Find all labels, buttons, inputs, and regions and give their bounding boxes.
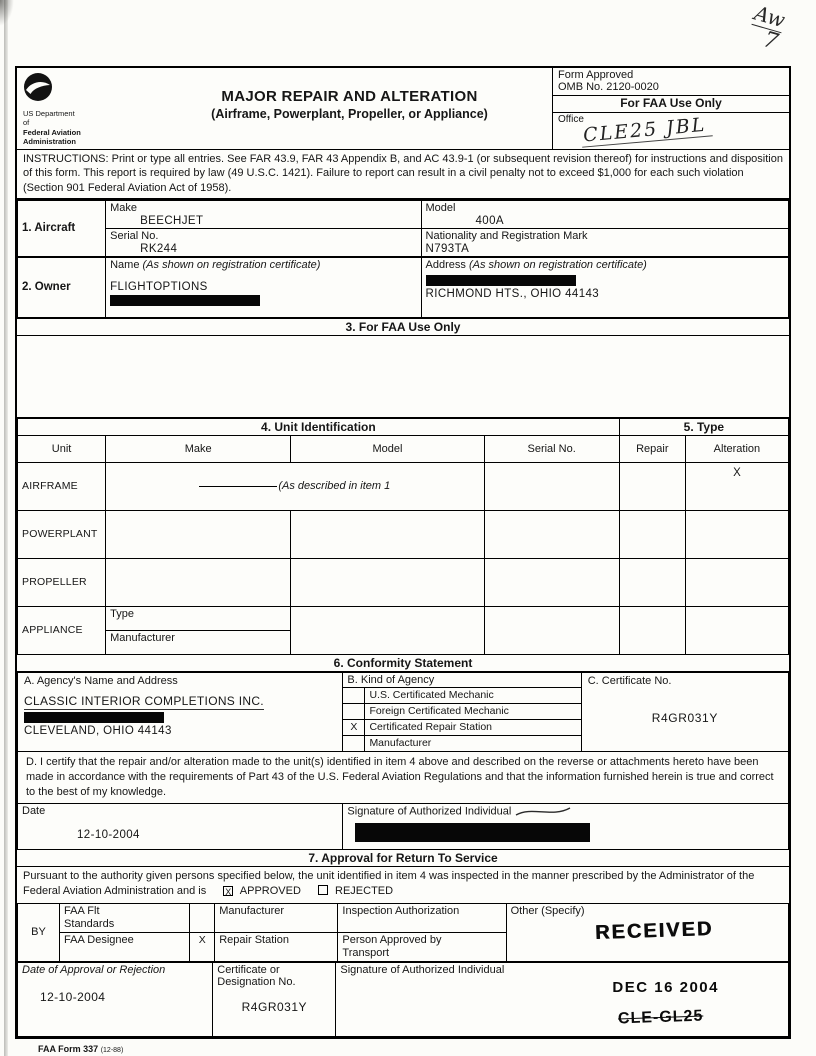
airframe-row [18, 462, 789, 510]
agency-city-value: CLEVELAND, OHIO 44143 [24, 724, 172, 737]
unit-column-headers [18, 435, 789, 462]
owner-name-label: Name (As shown on registration certificate) [110, 258, 321, 271]
faa-use-only-area [17, 336, 789, 418]
designation-label: Certificate or Designation No. [217, 964, 296, 989]
form-title-block [147, 68, 552, 149]
conformity-table [17, 672, 789, 850]
dept-line-2: of [23, 118, 30, 128]
faa-use-only-label: For FAA Use Only [553, 96, 789, 113]
aircraft-registration-cell [421, 228, 788, 256]
kind-label: Manufacturer [365, 735, 581, 751]
kind-checkbox [343, 687, 365, 703]
corner-note-text: Aw [752, 0, 789, 33]
registration-value: N793TA [425, 242, 470, 255]
owner-table [17, 257, 789, 318]
manufacturer-cell: Manufacturer [215, 903, 338, 932]
agency-name-value: CLASSIC INTERIOR COMPLETIONS INC. [24, 693, 264, 708]
approval-bottom-table [17, 962, 789, 1037]
col-make: Make [106, 435, 291, 462]
make-label: Make [110, 201, 138, 214]
aircraft-serial-cell [106, 228, 421, 256]
footer-form-number: FAA Form 337 [38, 1044, 99, 1054]
date-received-stamp: DEC 16 2004 [612, 979, 719, 997]
section-6-title: 6. Conformity Statement [17, 655, 789, 672]
approval-signature-cell [336, 963, 789, 1037]
dot-logo-icon [23, 72, 53, 102]
appliance-label: APPLIANCE [18, 606, 106, 654]
aircraft-section-label: 1. Aircraft [18, 200, 106, 256]
approval-signature-label: Signature of Authorized Individual [340, 964, 505, 977]
omb-number: OMB No. 2120-0020 [558, 81, 659, 93]
owner-address-value: RICHMOND HTS., OHIO 44143 [425, 287, 600, 300]
handwritten-corner-note [746, 0, 789, 56]
agency-label: A. Agency's Name and Address [24, 674, 178, 687]
unit-identification-table [17, 418, 789, 655]
col-alteration: Alteration [685, 435, 788, 462]
certificate-value: R4GR031Y [651, 710, 718, 725]
approval-date-cell [18, 963, 213, 1037]
approved-label: APPROVED [239, 884, 301, 897]
owner-name-cell [106, 257, 421, 317]
aircraft-model-cell [421, 200, 788, 228]
pursuant-text: Pursuant to the authority given persons specified below, the unit identified in item 4 was inspected in the manner prescribed by the Administrator of the Federal Aviation Administration and is [23, 869, 755, 897]
faa-flt-checkbox [190, 903, 215, 932]
propeller-row [18, 558, 789, 606]
model-label: Model [425, 201, 456, 214]
conformity-date-cell [18, 803, 343, 849]
person-approved-cell: Person Approved by Transport [338, 932, 506, 961]
certificate-label: C. Certificate No. [587, 674, 672, 687]
omb-box [553, 68, 789, 96]
kind-label: Certificated Repair Station [365, 719, 581, 735]
signature-redaction-bar [355, 823, 590, 842]
by-label: BY [18, 903, 60, 962]
kind-label: Foreign Certificated Mechanic [365, 703, 581, 719]
make-value: BEECHJET [140, 214, 204, 227]
certificate-no-cell [581, 672, 788, 751]
airframe-label: AIRFRAME [18, 462, 106, 510]
kind-checkbox-checked: X [343, 719, 365, 735]
footer-revision: (12-88) [100, 1047, 124, 1054]
dept-line-1: US Department [23, 109, 75, 118]
approval-date-label: Date of Approval or Rejection [22, 964, 166, 977]
received-stamp: RECEIVED [594, 917, 714, 944]
rejected-checkbox [318, 885, 328, 895]
office-handwriting: CLE25 JBL [580, 113, 713, 147]
faa-designee-cell: FAA Designee [60, 932, 190, 961]
serial-value: RK244 [140, 242, 178, 255]
designation-value: R4GR031Y [241, 1000, 308, 1015]
other-specify-label: Other (Specify) [510, 904, 585, 917]
redaction-bar [426, 275, 576, 286]
header-right-block [552, 68, 789, 149]
rejected-label: REJECTED [335, 884, 394, 897]
signature-flourish [514, 805, 572, 818]
repair-station-checkbox: X [190, 932, 215, 961]
owner-address-label: Address (As shown on registration certificate) [425, 258, 647, 271]
appliance-manufacturer-label: Manufacturer [106, 630, 291, 654]
section-5-title: 5. Type [619, 418, 788, 435]
airframe-repair-cell [619, 462, 685, 510]
scan-edge-artifact [4, 0, 8, 1056]
aircraft-table [17, 200, 789, 257]
form-header [17, 68, 789, 150]
col-unit: Unit [18, 435, 106, 462]
form-frame [15, 66, 791, 1039]
section-3-title: 3. For FAA Use Only [17, 318, 789, 336]
office-box [553, 113, 789, 149]
powerplant-label: POWERPLANT [18, 510, 106, 558]
instructions-text: INSTRUCTIONS: Print or type all entries. See FAR 43.9, FAR 43 Appendix B, and AC 43.9-1 (or subsequent revision thereof) for instructions and disposition of this form. This report is required by law (49 U.S.C. 1421). Failure to report can result in a civil penalty not to exceed $1,000 for each such violation (Section 901 Federal Aviation Act of 1958). [17, 150, 789, 200]
owner-name-value: FLIGHTOPTIONS [110, 280, 208, 293]
agency-name-lines [23, 109, 141, 147]
form-footer [38, 1044, 123, 1054]
owner-section-label: 2. Owner [18, 257, 106, 317]
kind-of-agency-label: B. Kind of Agency [343, 672, 581, 687]
office-label: Office [558, 114, 584, 125]
serial-label: Serial No. [110, 229, 159, 242]
kind-checkbox [343, 735, 365, 751]
model-value: 400A [475, 214, 504, 227]
col-model: Model [291, 435, 484, 462]
airframe-alteration-mark: X [685, 462, 788, 510]
approval-date-value: 12-10-2004 [40, 990, 106, 1005]
dept-line-3: Federal Aviation [23, 127, 81, 137]
agency-block [17, 68, 147, 149]
conformity-signature-cell [343, 803, 789, 849]
dept-line-4: Administration [23, 137, 76, 147]
owner-address-cell [421, 257, 788, 317]
propeller-label: PROPELLER [18, 558, 106, 606]
kind-checkbox [343, 703, 365, 719]
appliance-type-label: Type [106, 606, 291, 630]
form-subtitle: (Airframe, Powerplant, Propeller, or Appliance) [211, 107, 488, 121]
corner-note-number: 7 [746, 24, 782, 55]
faa-flt-standards-cell: FAA Flt Standards [60, 903, 190, 932]
approval-by-table [17, 903, 789, 963]
office-code-stamp: CLE-GL25 [618, 1007, 705, 1028]
section-4-title: 4. Unit Identification [18, 418, 620, 435]
form-approved-label: Form Approved [558, 69, 634, 81]
date-label: Date [22, 804, 46, 817]
col-serial: Serial No. [484, 435, 619, 462]
approved-checkbox: X [225, 886, 232, 897]
conformity-date-value: 12-10-2004 [77, 828, 140, 841]
airframe-note-cell: (As described in item 1 [106, 462, 484, 510]
aircraft-make-cell [106, 200, 421, 228]
form-title: MAJOR REPAIR AND ALTERATION [221, 88, 478, 105]
section-7-title: 7. Approval for Return To Service [17, 850, 789, 867]
appliance-row [18, 606, 789, 630]
certification-statement: D. I certify that the repair and/or alteration made to the unit(s) identified in item 4 above and described on the reverse or attachments hereto have been made in accordance with the requirements of Part 43 of the U.S. Federal Aviation Regulations and that the information furnished herein is true and correct to the best of my knowledge. [18, 751, 789, 803]
airframe-serial-cell [484, 462, 619, 510]
inspection-authorization-cell: Inspection Authorization [338, 903, 506, 932]
powerplant-row [18, 510, 789, 558]
registration-label: Nationality and Registration Mark [425, 229, 588, 242]
scan-corner-smudge [0, 0, 14, 26]
pursuant-statement [17, 867, 789, 903]
redaction-bar [24, 712, 164, 723]
signature-label: Signature of Authorized Individual [347, 805, 512, 818]
leader-line [199, 486, 277, 487]
other-specify-cell [506, 903, 788, 962]
redaction-bar [110, 295, 260, 306]
kind-label: U.S. Certificated Mechanic [365, 687, 581, 703]
col-repair: Repair [619, 435, 685, 462]
designation-no-cell [213, 963, 336, 1037]
repair-station-cell: Repair Station [215, 932, 338, 961]
agency-name-address-cell [18, 672, 343, 751]
